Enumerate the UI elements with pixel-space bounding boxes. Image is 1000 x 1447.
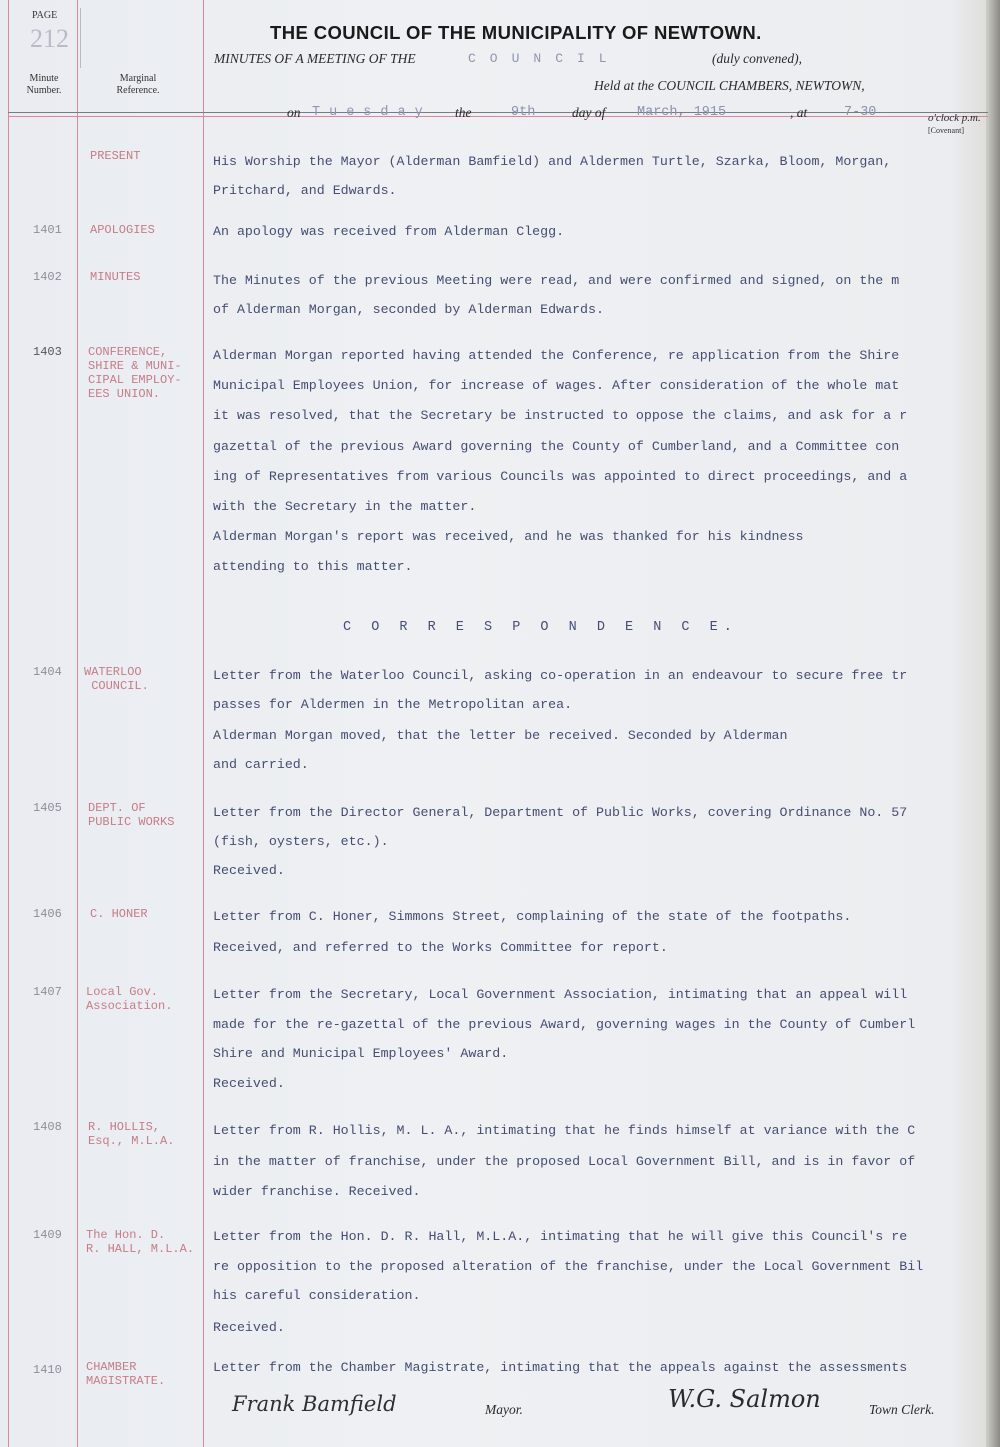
entry-line: Shire and Municipal Employees' Award. <box>213 1046 509 1061</box>
minute-number: 1406 <box>33 907 62 921</box>
minute-number: 1403 <box>33 345 62 359</box>
entry-line: passes for Aldermen in the Metropolitan area. <box>213 697 573 712</box>
minute-number: 1404 <box>33 665 62 679</box>
entry-line: his careful consideration. <box>213 1288 421 1303</box>
entry-line: Pritchard, and Edwards. <box>213 183 397 198</box>
entry-line: Letter from C. Honer, Simmons Street, complaining of the state of the footpaths. <box>213 909 852 924</box>
day: 9th <box>511 105 536 120</box>
rule-minute-number <box>77 0 78 1447</box>
minute-number-label: Minute Number. <box>26 73 62 96</box>
entry-line: Received. <box>213 1076 285 1091</box>
entry-line: (fish, oysters, etc.). <box>213 834 389 849</box>
minute-number: 1410 <box>33 1363 62 1377</box>
on-label: on <box>287 105 301 120</box>
held-at: Held at the COUNCIL CHAMBERS, NEWTOWN, <box>594 78 865 93</box>
entry-line: Letter from R. Hollis, M. L. A., intimating that he finds himself at variance with the C <box>213 1123 916 1138</box>
ref-waterloo: WATERLOO COUNCIL. <box>84 665 149 693</box>
ref-minutes: MINUTES <box>90 270 141 284</box>
rule-marginal-reference <box>203 0 204 1447</box>
entry-line: wider franchise. Received. <box>213 1184 421 1199</box>
duly-convened: (duly convened), <box>712 51 802 66</box>
covenant: [Covenant] <box>928 126 964 135</box>
entry-line: Municipal Employees Union, for increase of wages. After consideration of the whole mat <box>213 378 900 393</box>
ref-hollis: R. HOLLIS, Esq., M.L.A. <box>88 1120 175 1148</box>
entry-line: attending to this matter. <box>213 559 413 574</box>
entry-line: ing of Representatives from various Councils was appointed to direct proceedings, and a <box>213 469 908 484</box>
header-rule-grey <box>8 112 988 113</box>
ref-honer: C. HONER <box>90 907 148 921</box>
clerk-label: Town Clerk. <box>869 1402 935 1417</box>
entry-line: Alderman Morgan's report was received, and he was thanked for his kindness <box>213 529 804 544</box>
ref-hall: The Hon. D. R. HALL, M.L.A. <box>86 1228 195 1256</box>
entry-line: The Minutes of the previous Meeting were read, and were confirmed and signed, on the m <box>213 273 900 288</box>
entry-line: with the Secretary in the matter. <box>213 499 477 514</box>
time: 7-30 <box>844 105 877 120</box>
oclock: o'clock p.m. <box>928 112 981 124</box>
entry-line: Letter from the Secretary, Local Government Association, intimating that an appeal will <box>213 987 908 1002</box>
entry-line: of Alderman Morgan, seconded by Alderman Edwards. <box>213 302 604 317</box>
at-label: , at <box>790 105 808 120</box>
rule-left <box>8 0 9 1447</box>
ref-apologies: APOLOGIES <box>90 223 155 237</box>
book-binding-edge <box>986 0 1000 1447</box>
entry-line: gazettal of the previous Award governing the County of Cumberland, and a Committee con <box>213 439 900 454</box>
page-number-box <box>8 8 81 68</box>
minute-number: 1405 <box>33 801 62 815</box>
meeting-type: COUNCIL <box>468 51 621 66</box>
the-label: the <box>455 105 472 120</box>
entry-line: in the matter of franchise, under the proposed Local Government Bill, and is in favor of <box>213 1154 916 1169</box>
minute-number: 1402 <box>33 270 62 284</box>
entry-line: An apology was received from Alderman Clegg. <box>213 224 565 239</box>
page-number: 212 <box>30 24 69 53</box>
clerk-signature: W.G. Salmon <box>668 1385 821 1413</box>
ref-chamber-magistrate: CHAMBER MAGISTRATE. <box>86 1360 166 1388</box>
entry-line: Received, and referred to the Works Committee for report. <box>213 940 668 955</box>
ref-public-works: DEPT. OF PUBLIC WORKS <box>88 801 175 829</box>
correspondence-heading: C O R R E S P O N D E N C E. <box>343 620 738 635</box>
minute-number: 1409 <box>33 1228 62 1242</box>
entry-line: Letter from the Chamber Magistrate, intimating that the appeals against the assessments <box>213 1360 908 1375</box>
minutes-of-label: MINUTES OF A MEETING OF THE <box>214 51 416 66</box>
ref-conference: CONFERENCE, SHIRE & MUNI- CIPAL EMPLOY- EES UNION. <box>88 345 182 401</box>
entry-line: re opposition to the proposed alteration of the franchise, under the Local Government Bil <box>213 1259 924 1274</box>
entry-line: it was resolved, that the Secretary be instructed to oppose the claims, and ask for a r <box>213 408 908 423</box>
entry-line: and carried. <box>213 757 309 772</box>
mayor-signature: Frank Bamfield <box>232 1392 397 1416</box>
marginal-reference-label: Marginal Reference. <box>116 73 160 96</box>
month-year: March, 1915 <box>637 105 727 120</box>
entry-line: Letter from the Hon. D. R. Hall, M.L.A., intimating that he will give this Council's re <box>213 1229 908 1244</box>
mayor-label: Mayor. <box>485 1402 523 1417</box>
entry-line: Letter from the Waterloo Council, asking co-operation in an endeavour to secure free tr <box>213 668 908 683</box>
entry-line: Alderman Morgan moved, that the letter be received. Seconded by Alderman <box>213 728 788 743</box>
day-of-label: day of <box>572 105 606 120</box>
minute-number: 1408 <box>33 1120 62 1134</box>
weekday: Tuesday <box>312 105 432 120</box>
minute-number: 1407 <box>33 985 62 999</box>
minute-number: 1401 <box>33 223 62 237</box>
entry-line: Received. <box>213 863 285 878</box>
entry-line: His Worship the Mayor (Alderman Bamfield) and Aldermen Turtle, Szarka, Bloom, Morgan, <box>213 154 892 169</box>
entry-line: Alderman Morgan reported having attended the Conference, re application from the Shire <box>213 348 900 363</box>
header-rule-red <box>8 116 988 117</box>
entry-line: Letter from the Director General, Department of Public Works, covering Ordinance No. 57 <box>213 805 908 820</box>
entry-line: made for the re-gazettal of the previous Award, governing wages in the County of Cumberl <box>213 1017 916 1032</box>
ref-local-gov: Local Gov. Association. <box>86 985 173 1013</box>
ref-present: PRESENT <box>90 149 141 163</box>
council-title: THE COUNCIL OF THE MUNICIPALITY OF NEWTOWN. <box>270 22 762 43</box>
page-label: PAGE <box>32 10 58 21</box>
entry-line: Received. <box>213 1320 285 1335</box>
